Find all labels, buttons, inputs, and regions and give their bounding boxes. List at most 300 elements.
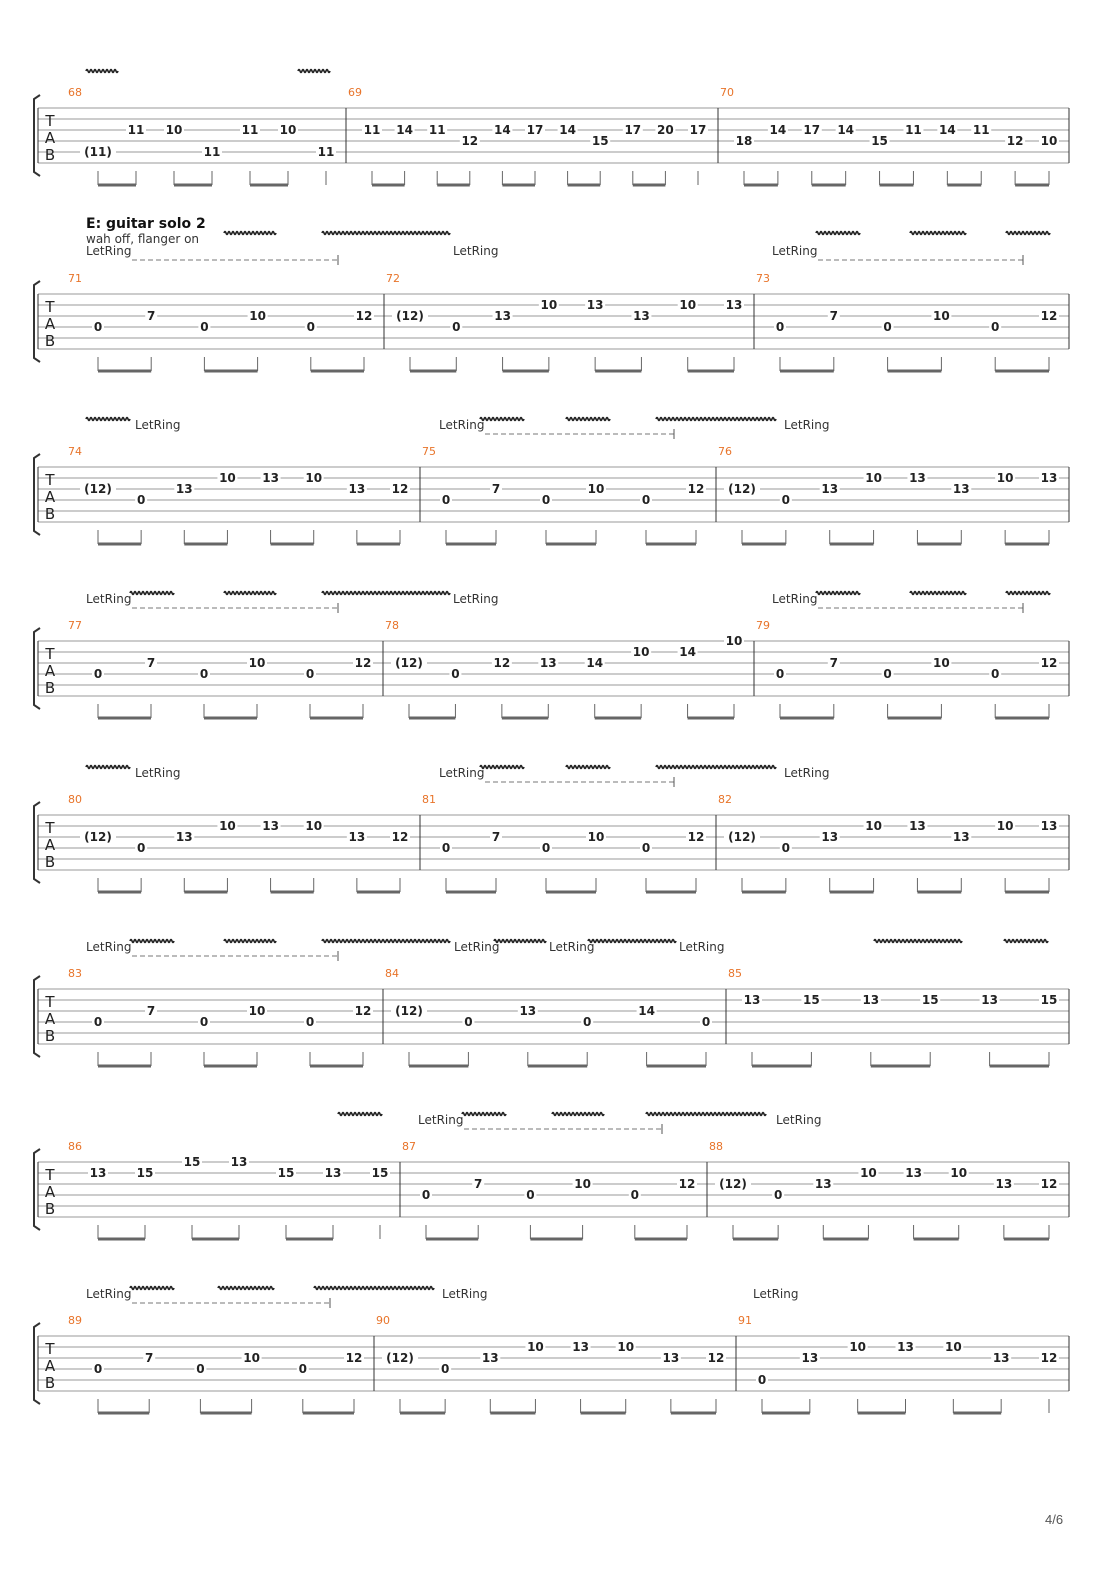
fret-number: 0 — [305, 667, 315, 681]
fret-number: 0 — [757, 1373, 767, 1387]
fret-number: 10 — [305, 819, 323, 833]
vibrato-mark — [1006, 232, 1050, 235]
fret-number: 10 — [527, 1340, 544, 1354]
fret-number: 10 — [219, 819, 236, 833]
measure-number: 89 — [68, 1314, 82, 1327]
fret-number: 13 — [494, 309, 511, 323]
vibrato-mark — [322, 232, 450, 235]
fret-number: 13 — [743, 993, 761, 1007]
measure — [376, 1314, 726, 1413]
fret-number: 0 — [883, 667, 892, 681]
vibrato-mark — [224, 232, 276, 235]
fret-number: 13 — [89, 1166, 107, 1180]
fret-number: 10 — [632, 645, 650, 659]
fret-number: 13 — [952, 830, 970, 844]
measure — [385, 967, 712, 1066]
fret-number: 0 — [441, 841, 451, 855]
fret-number: 7 — [829, 309, 838, 323]
fret-number: 13 — [1040, 471, 1058, 485]
fret-number: 13 — [324, 1166, 342, 1180]
measure — [385, 619, 744, 718]
fret-number: 14 — [559, 123, 576, 137]
fret-number: 0 — [199, 1015, 209, 1029]
tab-clef-letter: B — [44, 332, 56, 350]
fret-number: 11 — [241, 123, 259, 137]
letring-label: LetRing — [135, 766, 181, 780]
fret-number: 0 — [200, 320, 209, 334]
tab-clef-letter: T — [45, 993, 55, 1011]
fret-number: 10 — [305, 471, 323, 485]
system-bracket — [34, 454, 40, 535]
fret-number: 7 — [474, 1177, 483, 1191]
fret-number: 17 — [689, 123, 707, 137]
fret-number: 0 — [630, 1188, 639, 1202]
fret-number: 13 — [981, 993, 998, 1007]
tab-clef-letter: A — [44, 129, 56, 147]
fret-number: 12 — [687, 482, 705, 496]
fret-number: 13 — [814, 1177, 832, 1191]
vibrato-mark — [874, 940, 962, 943]
fret-number: 10 — [725, 634, 743, 648]
vibrato-mark — [656, 418, 776, 421]
fret-number: 13 — [992, 1351, 1010, 1365]
tab-clef-letter: T — [45, 819, 55, 837]
fret-number: 12 — [707, 1351, 725, 1365]
fret-number: 0 — [781, 841, 791, 855]
fret-number: (11) — [84, 145, 112, 159]
measure-number: 76 — [718, 445, 732, 458]
measure — [422, 793, 706, 892]
tab-clef-letter: B — [44, 1374, 56, 1392]
tab-system — [34, 1314, 1069, 1413]
fret-number: 7 — [146, 656, 156, 670]
fret-number: 0 — [701, 1015, 711, 1029]
fret-number: 11 — [317, 145, 335, 159]
fret-number: 13 — [348, 482, 366, 496]
vibrato-mark — [480, 418, 524, 421]
letring-label: LetRing — [772, 244, 818, 258]
fret-number: 13 — [348, 830, 366, 844]
fret-number: 15 — [803, 993, 820, 1007]
fret-number: 0 — [526, 1188, 535, 1202]
measure-number: 91 — [738, 1314, 752, 1327]
measure — [402, 1140, 697, 1239]
tab-clef-letter: T — [45, 471, 55, 489]
fret-number: 13 — [175, 482, 193, 496]
section-subtitle: wah off, flanger on — [86, 232, 200, 246]
tab-system — [34, 86, 1069, 185]
fret-number: 14 — [638, 1004, 655, 1018]
fret-number: 13 — [481, 1351, 499, 1365]
measure — [756, 619, 1059, 718]
fret-number: 12 — [461, 134, 479, 148]
measure — [386, 272, 744, 371]
fret-number: 10 — [617, 1340, 635, 1354]
fret-number: 12 — [391, 830, 409, 844]
letring-label: LetRing — [784, 418, 830, 432]
fret-number: 0 — [93, 1015, 103, 1029]
fret-number: 0 — [136, 493, 146, 507]
vibrato-mark — [462, 1113, 506, 1116]
fret-number: 13 — [662, 1351, 680, 1365]
fret-number: (12) — [728, 830, 756, 844]
vibrato-mark — [86, 70, 118, 73]
fret-number: 0 — [541, 493, 551, 507]
letring-label: LetRing — [772, 592, 818, 606]
fret-number: 13 — [1040, 819, 1058, 833]
fret-number: 12 — [345, 1351, 363, 1365]
fret-number: 0 — [421, 1188, 431, 1202]
fret-number: 10 — [933, 656, 950, 670]
letring-label: LetRing — [453, 244, 499, 258]
tab-clef-letter: A — [44, 315, 56, 333]
fret-number: 13 — [572, 1340, 589, 1354]
fret-number: 10 — [219, 471, 236, 485]
tab-system — [34, 445, 1069, 544]
fret-number: 14 — [769, 123, 787, 137]
measure-number: 79 — [756, 619, 770, 632]
fret-number: 15 — [921, 993, 939, 1007]
letring-label: LetRing — [86, 592, 132, 606]
fret-number: 15 — [1040, 993, 1058, 1007]
vibrato-mark — [480, 766, 524, 769]
measure — [68, 793, 410, 892]
fret-number: 11 — [972, 123, 990, 137]
measure-number: 74 — [68, 445, 82, 458]
fret-number: 0 — [781, 493, 791, 507]
section-title: E: guitar solo 2 — [86, 216, 206, 232]
vibrato-mark — [910, 592, 966, 595]
measure — [68, 967, 373, 1066]
measure — [68, 1140, 390, 1239]
fret-number: 13 — [230, 1155, 248, 1169]
fret-number: 12 — [678, 1177, 696, 1191]
letring-label: LetRing — [776, 1113, 822, 1127]
vibrato-mark — [130, 592, 174, 595]
fret-number: 14 — [938, 123, 956, 137]
fret-number: 10 — [860, 1166, 877, 1180]
fret-number: 0 — [583, 1015, 592, 1029]
vibrato-mark — [494, 940, 546, 943]
measure — [756, 272, 1059, 371]
measure-number: 73 — [756, 272, 770, 285]
vibrato-mark — [816, 592, 860, 595]
fret-number: (12) — [719, 1177, 747, 1191]
fret-number: 12 — [1006, 134, 1024, 148]
fret-number: 10 — [249, 309, 266, 323]
fret-number: (12) — [396, 309, 424, 323]
tab-clef-letter: A — [44, 1010, 56, 1028]
fret-number: 10 — [243, 1351, 260, 1365]
fret-number: 0 — [775, 320, 785, 334]
measure-number: 88 — [709, 1140, 723, 1153]
tab-clef-letter: B — [44, 1200, 56, 1218]
measure-number: 72 — [386, 272, 400, 285]
tab-clef-letter: B — [44, 505, 56, 523]
fret-number: 15 — [183, 1155, 201, 1169]
fret-number: 7 — [829, 656, 838, 670]
vibrato-mark — [646, 1113, 766, 1116]
fret-number: 10 — [679, 298, 697, 312]
fret-number: 13 — [586, 298, 604, 312]
tab-clef-letter: T — [45, 645, 55, 663]
measure-number: 69 — [348, 86, 362, 99]
fret-number: 10 — [996, 471, 1014, 485]
vibrato-mark — [298, 70, 330, 73]
fret-number: 13 — [519, 1004, 537, 1018]
measure-number: 68 — [68, 86, 82, 99]
system-bracket — [34, 976, 40, 1057]
vibrato-mark — [566, 766, 610, 769]
tab-clef-letter: A — [44, 488, 56, 506]
fret-number: 14 — [679, 645, 696, 659]
vibrato-mark — [816, 232, 860, 235]
fret-number: 0 — [199, 667, 209, 681]
measure — [68, 445, 410, 544]
annotations — [86, 70, 1050, 1309]
fret-number: 13 — [801, 1351, 819, 1365]
measure-number: 85 — [728, 967, 742, 980]
fret-number: 11 — [203, 145, 221, 159]
tab-system — [34, 967, 1069, 1066]
fret-number: 13 — [952, 482, 970, 496]
vibrato-mark — [322, 592, 450, 595]
fret-number: 15 — [136, 1166, 154, 1180]
letring-label: LetRing — [453, 592, 499, 606]
fret-number: 10 — [587, 482, 605, 496]
fret-number: 20 — [657, 123, 674, 137]
fret-number: 13 — [862, 993, 880, 1007]
fret-number: 10 — [248, 1004, 266, 1018]
fret-number: 7 — [147, 309, 156, 323]
measure — [738, 1314, 1059, 1413]
fret-number: 12 — [1040, 1351, 1058, 1365]
letring-label: LetRing — [784, 766, 830, 780]
vibrato-mark — [566, 418, 610, 421]
measure-number: 81 — [422, 793, 436, 806]
tab-clef-letter: B — [44, 853, 56, 871]
fret-number: 10 — [279, 123, 297, 137]
fret-number: 0 — [93, 320, 103, 334]
measure — [68, 1314, 364, 1413]
measure-number: 78 — [385, 619, 399, 632]
fret-number: 12 — [1040, 309, 1058, 323]
fret-number: 13 — [995, 1177, 1013, 1191]
fret-number: 13 — [633, 309, 650, 323]
fret-number: 7 — [145, 1351, 154, 1365]
measure — [68, 619, 373, 718]
fret-number: 13 — [539, 656, 557, 670]
letring-label: LetRing — [439, 766, 485, 780]
fret-number: 10 — [248, 656, 266, 670]
fret-number: 10 — [540, 298, 558, 312]
fret-number: 10 — [165, 123, 183, 137]
fret-number: 0 — [991, 667, 1000, 681]
fret-number: 10 — [933, 309, 950, 323]
tab-clef-letter: B — [44, 679, 56, 697]
fret-number: 0 — [452, 320, 461, 334]
fret-number: 15 — [371, 1166, 389, 1180]
fret-number: 12 — [1040, 656, 1058, 670]
tab-clef-letter: A — [44, 1357, 56, 1375]
fret-number: 14 — [586, 656, 604, 670]
measure — [68, 272, 374, 371]
fret-number: 0 — [196, 1362, 205, 1376]
fret-number: 0 — [305, 1015, 315, 1029]
fret-number: 11 — [363, 123, 381, 137]
vibrato-mark — [130, 940, 174, 943]
vibrato-mark — [1004, 940, 1048, 943]
tab-clef-letter: T — [45, 1166, 55, 1184]
fret-number: 14 — [837, 123, 855, 137]
fret-number: 13 — [905, 1166, 922, 1180]
fret-number: 12 — [354, 1004, 372, 1018]
fret-number: 0 — [775, 667, 785, 681]
measure — [728, 967, 1059, 1066]
measure-number: 83 — [68, 967, 82, 980]
vibrato-mark — [656, 766, 776, 769]
fret-number: 18 — [735, 134, 753, 148]
fret-number: (12) — [728, 482, 756, 496]
fret-number: 0 — [306, 320, 315, 334]
fret-number: 0 — [464, 1015, 473, 1029]
vibrato-mark — [338, 1113, 382, 1116]
fret-number: 11 — [428, 123, 446, 137]
letring-label: LetRing — [86, 1287, 132, 1301]
tab-system — [34, 619, 1069, 718]
fret-number: 10 — [1040, 134, 1058, 148]
fret-number: 10 — [849, 1340, 867, 1354]
fret-number: 0 — [641, 493, 651, 507]
letring-label: LetRing — [442, 1287, 488, 1301]
fret-number: 15 — [277, 1166, 295, 1180]
tab-system — [34, 793, 1069, 892]
page-number: 4/6 — [1045, 1512, 1064, 1527]
fret-number: 12 — [493, 656, 511, 670]
fret-number: 0 — [451, 667, 460, 681]
letring-label: LetRing — [753, 1287, 799, 1301]
system-bracket — [34, 281, 40, 362]
fret-number: 0 — [93, 667, 103, 681]
fret-number: 13 — [897, 1340, 914, 1354]
vibrato-mark — [910, 232, 966, 235]
fret-number: 0 — [541, 841, 551, 855]
letring-label: LetRing — [454, 940, 500, 954]
fret-number: 17 — [526, 123, 544, 137]
fret-number: 12 — [355, 309, 373, 323]
measure — [348, 86, 708, 185]
vibrato-mark — [322, 940, 450, 943]
measure — [68, 86, 336, 185]
system-bracket — [34, 1323, 40, 1404]
vibrato-mark — [218, 1287, 274, 1290]
measure-number: 84 — [385, 967, 399, 980]
fret-number: 0 — [883, 320, 892, 334]
fret-number: 10 — [865, 819, 882, 833]
fret-number: (12) — [395, 656, 423, 670]
measure-number: 71 — [68, 272, 82, 285]
fret-number: 10 — [944, 1340, 962, 1354]
measure-number: 86 — [68, 1140, 82, 1153]
letring-label: LetRing — [135, 418, 181, 432]
fret-number: (12) — [84, 482, 112, 496]
fret-number: 12 — [687, 830, 705, 844]
fret-number: 13 — [262, 471, 279, 485]
vibrato-mark — [130, 1287, 174, 1290]
measure — [422, 445, 706, 544]
fret-number: 13 — [821, 830, 839, 844]
vibrato-mark — [314, 1287, 434, 1290]
fret-number: 13 — [821, 482, 839, 496]
fret-number: 17 — [803, 123, 821, 137]
system-bracket — [34, 1149, 40, 1230]
fret-number: 0 — [773, 1188, 783, 1202]
measure-number: 82 — [718, 793, 732, 806]
vibrato-mark — [1006, 592, 1050, 595]
fret-number: 12 — [1040, 1177, 1058, 1191]
measure — [718, 793, 1059, 892]
tab-system — [34, 272, 1069, 371]
measure — [709, 1140, 1059, 1239]
fret-number: 12 — [354, 656, 372, 670]
vibrato-mark — [588, 940, 676, 943]
measure-number: 87 — [402, 1140, 416, 1153]
measure — [720, 86, 1059, 185]
fret-number: 0 — [93, 1362, 103, 1376]
fret-number: (12) — [84, 830, 112, 844]
fret-number: 13 — [262, 819, 279, 833]
measure-number: 70 — [720, 86, 734, 99]
measure-number: 75 — [422, 445, 436, 458]
vibrato-mark — [224, 592, 276, 595]
tab-clef-letter: B — [44, 1027, 56, 1045]
fret-number: 10 — [574, 1177, 591, 1191]
letring-label: LetRing — [418, 1113, 464, 1127]
fret-number: 13 — [725, 298, 743, 312]
tab-clef-letter: T — [45, 1340, 55, 1358]
fret-number: 7 — [491, 830, 501, 844]
fret-number: (12) — [386, 1351, 414, 1365]
fret-number: 13 — [909, 471, 926, 485]
fret-number: 14 — [396, 123, 413, 137]
letring-label: LetRing — [439, 418, 485, 432]
measure-number: 90 — [376, 1314, 390, 1327]
fret-number: 7 — [146, 1004, 156, 1018]
vibrato-mark — [86, 766, 130, 769]
tab-clef-letter: A — [44, 662, 56, 680]
tab-clef-letter: T — [45, 298, 55, 316]
letring-label: LetRing — [679, 940, 725, 954]
letring-label: LetRing — [86, 244, 132, 258]
vibrato-mark — [86, 418, 130, 421]
system-bracket — [34, 628, 40, 709]
fret-number: 10 — [587, 830, 605, 844]
tab-system — [34, 1140, 1069, 1239]
fret-number: 0 — [641, 841, 651, 855]
fret-number: 7 — [491, 482, 501, 496]
tab-clef-letter: T — [45, 112, 55, 130]
fret-number: 14 — [494, 123, 511, 137]
fret-number: 10 — [996, 819, 1014, 833]
fret-number: (12) — [395, 1004, 423, 1018]
letring-label: LetRing — [86, 940, 132, 954]
measure-number: 77 — [68, 619, 82, 632]
tab-clef-letter: B — [44, 146, 56, 164]
system-bracket — [34, 95, 40, 176]
fret-number: 0 — [441, 493, 451, 507]
system-bracket — [34, 802, 40, 883]
vibrato-mark — [552, 1113, 604, 1116]
